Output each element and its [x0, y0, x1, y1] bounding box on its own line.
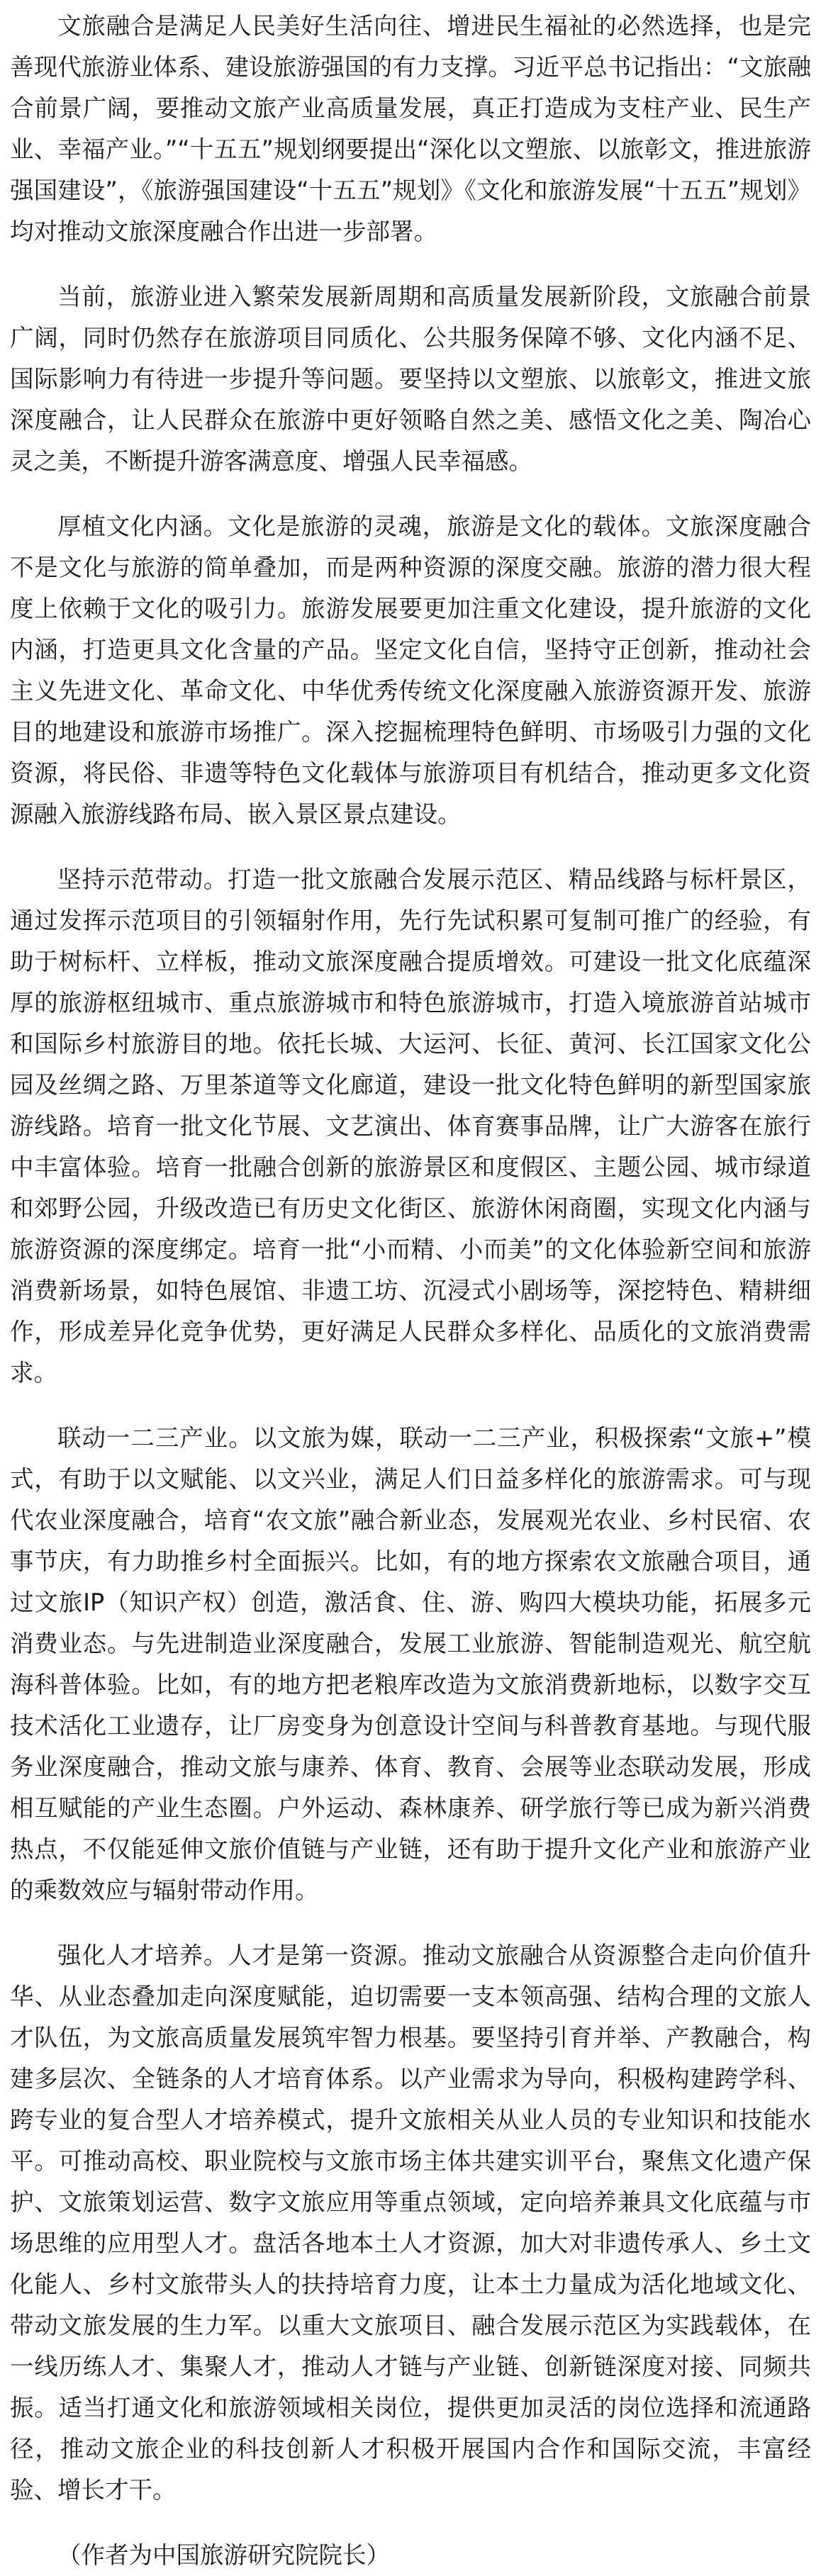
- paragraph-cultural-connotation: 厚植文化内涵。文化是旅游的灵魂，旅游是文化的载体。文旅深度融合不是文化与旅游的简单叠加，而是两种资源的深度交融。旅游的潜力很大程度上依赖于文化的吸引力。旅游发展要更加注重文化建设，提升旅游的文化内涵，打造更具文化含量的产品。坚定文化自信，坚持守正创新，推动社会主义先进文化、革命文化、中华优秀传统文化深度融入旅游资源开发、旅游目的地建设和旅游市场推广。深入挖掘梳理特色鲜明、市场吸引力强的文化资源，将民俗、非遗等特色文化载体与旅游项目有机结合，推动更多文化资源融入旅游线路布局、嵌入景区景点建设。: [10, 513, 811, 828]
- author-byline: （作者为中国旅游研究院院长）: [57, 2541, 390, 2569]
- paragraph-industry-linkage: 联动一二三产业。以文旅为媒，联动一二三产业，积极探索“文旅+”模式，有助于以文赋能、以文兴业，满足人们日益多样化的旅游需求。可与现代农业深度融合，培育“农文旅”融合新业态，发展观光农业、乡村民宿、农事节庆，有力助推乡村全面振兴。比如，有的地方探索农文旅融合项目，通过文旅IP（知识产权）创造，激活食、住、游、购四大模块功能，拓展多元消费业态。与先进制造业深度融合，发展工业旅游、智能制造观光、航空航海科普体验。比如，有的地方把老粮库改造为文旅消费新地标，以数字交互技术活化工业遗存，让厂房变身为创意设计空间与科普教育基地。与现代服务业深度融合，推动文旅与康养、体育、教育、会展等业态联动发展，形成相互赋能的产业生态圈。户外运动、森林康养、研学旅行等已成为新兴消费热点，不仅能延伸文旅价值链与产业链，还有助于提升文化产业和旅游产业的乘数效应与辐射带动作用。: [10, 1424, 811, 1904]
- paragraph-talent-training: 强化人才培养。人才是第一资源。推动文旅融合从资源整合走向价值升华、从业态叠加走向深度赋能，迫切需要一支本领高强、结构合理的文旅人才队伍，为文旅高质量发展筑牢智力根基。要坚持引育并举、产教融合，构建多层次、全链条的人才培育体系。以产业需求为导向，积极构建跨学科、跨专业的复合型人才培养模式，提升文旅相关从业人员的专业知识和技能水平。可推动高校、职业院校与文旅市场主体共建实训平台，聚焦文化遗产保护、文旅策划运营、数字文旅应用等重点领域，定向培养兼具文化底蕴与市场思维的应用型人才。盘活各地本土人才资源，加大对非遗传承人、乡土文化能人、乡村文旅带头人的扶持培育力度，让本土力量成为活化地域文化、带动文旅发展的生力军。以重大文旅项目、融合发展示范区为实践载体，在一线历练人才、集聚人才，推动人才链与产业链、创新链深度对接、同频共振。适当打通文化和旅游领域相关岗位，提供更加灵活的岗位选择和流通路径，推动文旅企业的科技创新人才积极开展国内合作和国际交流，丰富经验、增长才干。: [10, 1942, 811, 2504]
- paragraph-demonstration: 坚持示范带动。打造一批文旅融合发展示范区、精品线路与标杆景区，通过发挥示范项目的引领辐射作用，先行先试积累可复制可推广的经验，有助于树标杆、立样板，推动文旅深度融合提质增效。可建设一批文化底蕴深厚的旅游枢纽城市、重点旅游城市和特色旅游城市，打造入境旅游首站城市和国际乡村旅游目的地。依托长城、大运河、长征、黄河、长江国家文化公园及丝绸之路、万里茶道等文化廊道，建设一批文化特色鲜明的新型国家旅游线路。培育一批文化节展、文艺演出、体育赛事品牌，让广大游客在旅行中丰富体验。培育一批融合创新的旅游景区和度假区、主题公园、城市绿道和郊野公园，升级改造已有历史文化街区、旅游休闲商圈，实现文化内涵与旅游资源的深度绑定。培育一批“小而精、小而美”的文化体验新空间和旅游消费新场景，如特色展馆、非遗工坊、沉浸式小剧场等，深挖特色、精耕细作，形成差异化竞争优势，更好满足人民群众多样化、品质化的文旅消费需求。: [10, 866, 811, 1387]
- paragraph-intro: 文旅融合是满足人民美好生活向往、增进民生福祉的必然选择，也是完善现代旅游业体系、建设旅游强国的有力支撑。习近平总书记指出：“文旅融合前景广阔，要推动文旅产业高质量发展，真正打造成为支柱产业、民生产业、幸福产业。”“十五五”规划纲要提出“深化以文塑旅、以旅彰文，推进旅游强国建设”，《旅游强国建设“十五五”规划》《文化和旅游发展“十五五”规划》均对推动文旅深度融合作出进一步部署。: [10, 12, 811, 245]
- paragraph-current-situation: 当前，旅游业进入繁荣发展新周期和高质量发展新阶段，文旅融合前景广阔，同时仍然存在旅游项目同质化、公共服务保障不够、文化内涵不足、国际影响力有待进一步提升等问题。要坚持以文塑旅、以旅彰文，推进文旅深度融合，让人民群众在旅游中更好领略自然之美、感悟文化之美、陶冶心灵之美，不断提升游客满意度、增强人民幸福感。: [10, 283, 811, 475]
